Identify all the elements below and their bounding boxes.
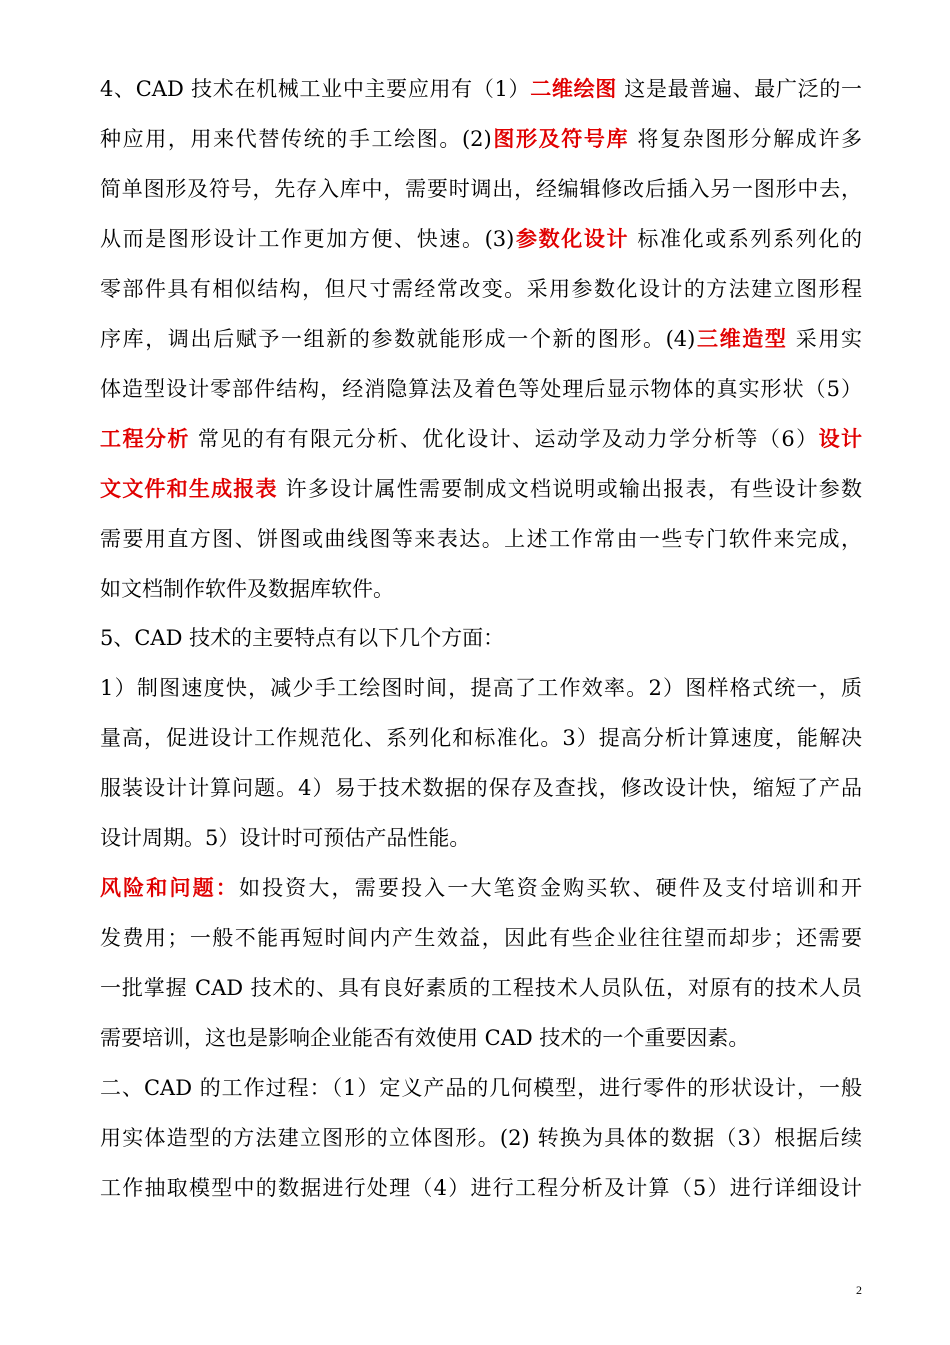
- text-run: 将复杂图形分解成许多: [629, 127, 862, 151]
- text-line: [100, 126, 862, 152]
- text-line: [100, 276, 862, 302]
- text-run: 简单图形及符号，先存入库中，需要时调出，经编辑修改后插入另一图形中去，: [100, 177, 862, 201]
- text-run: 5、CAD 技术的主要特点有以下几个方面：: [100, 626, 505, 650]
- text-line: [100, 476, 862, 502]
- text-run: 服装设计计算问题。4）易于技术数据的保存及查找，修改设计快，缩短了产品: [100, 776, 862, 800]
- text-run: 采用实: [787, 327, 862, 351]
- highlighted-term: 工程分析: [100, 427, 190, 451]
- text-line: [100, 975, 862, 1001]
- text-run: 许多设计属性需要制成文档说明或输出报表，有些设计参数: [277, 477, 862, 501]
- highlighted-term: 三维造型: [695, 327, 788, 351]
- text-run: 如文档制作软件及数据库软件。: [100, 577, 394, 601]
- text-run: 二、CAD 的工作过程：（1）定义产品的几何模型，进行零件的形状设计，一般: [100, 1076, 862, 1100]
- text-line: [100, 226, 862, 252]
- text-run: 需要用直方图、饼图或曲线图等来表达。上述工作常由一些专门软件来完成，: [100, 527, 862, 551]
- text-run: 如投资大，需要投入一大笔资金购买软、硬件及支付培训和开: [238, 876, 862, 900]
- text-run: 设计周期。5）设计时可预估产品性能。: [100, 826, 471, 850]
- text-line: [100, 925, 862, 951]
- text-run: 常见的有有限元分析、优化设计、运动学及动力学分析等（6）: [189, 427, 819, 451]
- text-line: [100, 675, 862, 701]
- text-run: 4、CAD 技术在机械工业中主要应用有（1）: [100, 77, 531, 101]
- text-run: 种应用，用来代替传统的手工绘图。(2): [100, 127, 492, 151]
- highlighted-term: 二维绘图: [530, 77, 617, 101]
- text-run: 序库，调出后赋予一组新的参数就能形成一个新的图形。(4): [100, 327, 696, 351]
- text-line: [100, 376, 862, 402]
- text-run: 量高，促进设计工作规范化、系列化和标准化。3）提高分析计算速度，能解决: [100, 726, 862, 750]
- text-line: [100, 1125, 862, 1151]
- text-line: [100, 1075, 862, 1101]
- text-line: [100, 326, 862, 352]
- text-run: 标准化或系列系列化的: [629, 227, 862, 251]
- text-line: [100, 1175, 862, 1201]
- highlighted-term: 设计: [818, 427, 863, 451]
- page-number: 2: [856, 1283, 862, 1297]
- text-line: [100, 576, 862, 602]
- text-run: 1）制图速度快，减少手工绘图时间，提高了工作效率。2）图样格式统一，质: [100, 676, 862, 700]
- text-run: 这是最普遍、最广泛的一: [616, 77, 862, 101]
- text-run: 一批掌握 CAD 技术的、具有良好素质的工程技术人员队伍，对原有的技术人员: [100, 976, 862, 1000]
- text-line: [100, 176, 862, 202]
- text-run: 发费用；一般不能再短时间内产生效益，因此有些企业往往望而却步；还需要: [100, 926, 862, 950]
- text-line: [100, 775, 862, 801]
- text-line: [100, 875, 862, 901]
- text-line: [100, 725, 862, 751]
- text-run: 需要培训，这也是影响企业能否有效使用 CAD 技术的一个重要因素。: [100, 1026, 750, 1050]
- text-run: 零部件具有相似结构，但尺寸需经常改变。采用参数化设计的方法建立图形程: [100, 277, 862, 301]
- text-run: 工作抽取模型中的数据进行处理（4）进行工程分析及计算（5）进行详细设计: [100, 1176, 862, 1200]
- text-line: [100, 526, 862, 552]
- text-line: [100, 426, 862, 452]
- text-line: [100, 625, 862, 651]
- text-line: [100, 76, 862, 102]
- highlighted-term: 参数化设计: [514, 227, 630, 251]
- text-run: 用实体造型的方法建立图形的立体图形。(2) 转换为具体的数据（3）根据后续: [100, 1126, 862, 1150]
- text-line: [100, 1025, 862, 1051]
- text-run: 从而是图形设计工作更加方便、快速。(3): [100, 227, 515, 251]
- text-line: [100, 825, 862, 851]
- highlighted-term: 图形及符号库: [491, 127, 630, 151]
- highlighted-term: 文文件和生成报表: [100, 477, 278, 501]
- highlighted-term: 风险和问题：: [100, 876, 239, 900]
- text-run: 体造型设计零部件结构，经消隐算法及着色等处理后显示物体的真实形状（5）: [100, 377, 862, 401]
